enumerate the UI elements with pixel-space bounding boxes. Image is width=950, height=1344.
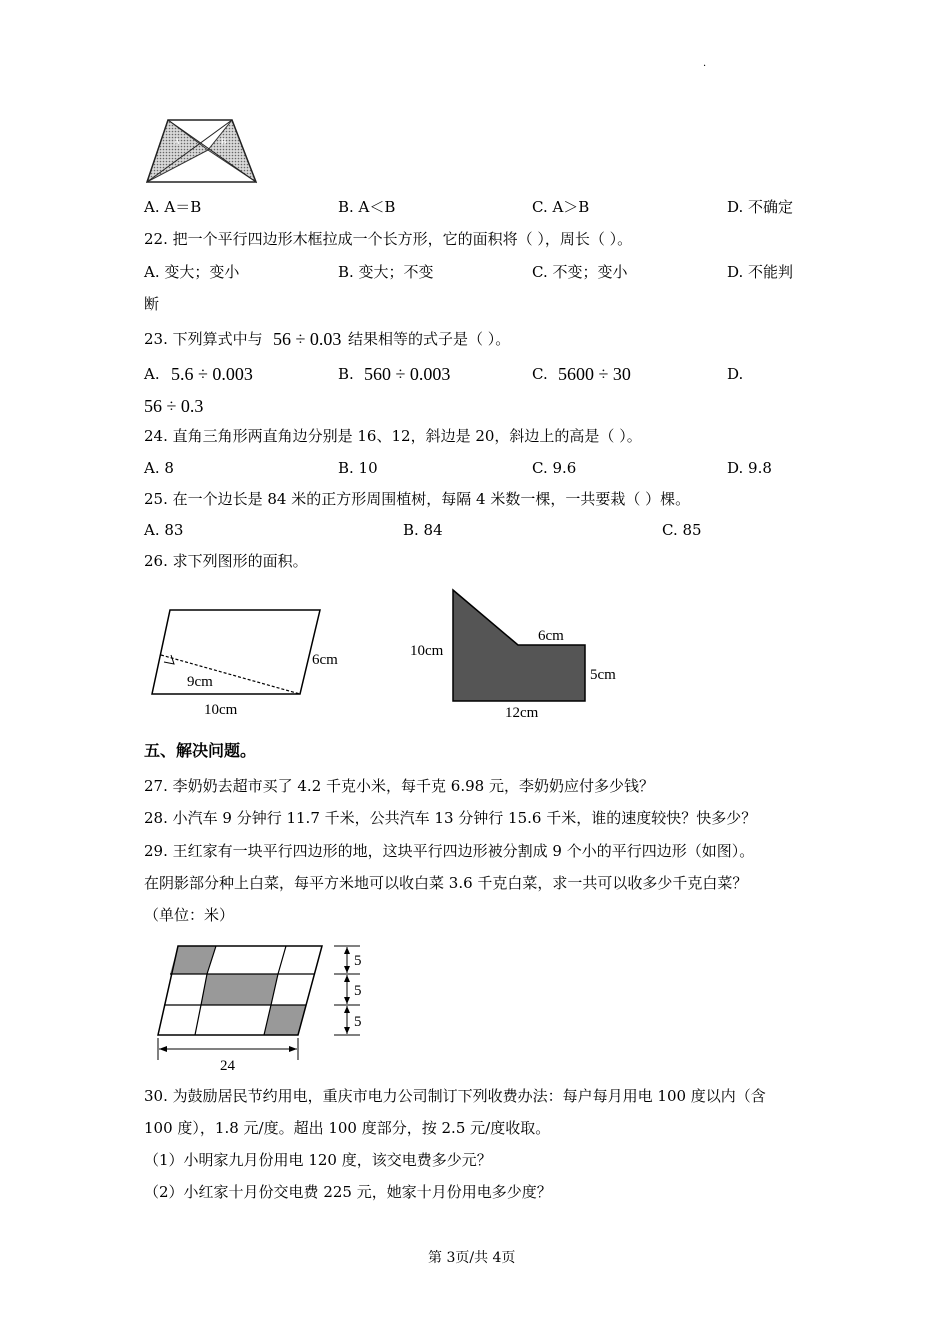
q22-stem: 22. 把一个平行四边形木框拉成一个长方形，它的面积将（ ），周长（ ）。 bbox=[144, 230, 633, 248]
q22-option-d: D. 不能判 bbox=[727, 263, 794, 281]
q22-option-d-overflow: 断 bbox=[144, 295, 160, 313]
q23-option-c-label: C. bbox=[532, 365, 548, 383]
q24-stem: 24. 直角三角形两直角边分别是 16、12，斜边是 20，斜边上的高是（ ）。 bbox=[144, 427, 642, 445]
q26-composite-shape bbox=[453, 590, 585, 701]
section-5-title: 五、解决问题。 bbox=[144, 741, 257, 760]
q26-fig2-top-label: 6cm bbox=[538, 628, 564, 644]
q29-height-label-1: 5 bbox=[354, 953, 362, 969]
q30-line-1: 30. 为鼓励居民节约用电，重庆市电力公司制订下列收费办法：每户每月用电 100 度以内（含 bbox=[144, 1087, 766, 1105]
q30-sub-2: （2）小红家十月份交电费 225 元，她家十月份用电多少度？ bbox=[144, 1183, 552, 1201]
q23-stem-expr: 56 ÷ 0.03 bbox=[273, 329, 342, 349]
q22-option-b: B. 变大；不变 bbox=[338, 263, 434, 281]
q21-label-b: B bbox=[221, 137, 227, 146]
q23-option-a-label: A. bbox=[144, 365, 160, 383]
q25-stem: 25. 在一个边长是 84 米的正方形周围植树，每隔 4 米数一棵，一共要栽（ ）棵。 bbox=[144, 490, 691, 508]
q29-shaded-cell-2 bbox=[201, 974, 278, 1005]
q29-height-label-3: 5 bbox=[354, 1014, 362, 1030]
q21-triangle-b bbox=[208, 120, 256, 182]
q24-option-a: A. 8 bbox=[144, 459, 174, 477]
page-footer: 第 3页/共 4页 bbox=[428, 1250, 516, 1266]
q26-fig1-height-label: 9cm bbox=[187, 674, 213, 690]
q21-label-a: A bbox=[174, 137, 180, 146]
q23-option-a-expr: 5.6 ÷ 0.003 bbox=[171, 364, 253, 384]
q26-parallelogram bbox=[152, 610, 320, 694]
q25-option-b: B. 84 bbox=[403, 521, 443, 539]
q29-base-label: 24 bbox=[220, 1058, 235, 1074]
q26-height-line bbox=[161, 655, 300, 694]
q26-fig1-side-label: 6cm bbox=[312, 652, 338, 668]
q29-line-2: 在阴影部分种上白菜，每平方米地可以收白菜 3.6 千克白菜，求一共可以收多少千克白菜？ bbox=[144, 874, 748, 892]
q29-grid-figure bbox=[150, 938, 390, 1073]
q23-option-b-expr: 560 ÷ 0.003 bbox=[364, 364, 451, 384]
q26-right-angle-mark bbox=[164, 655, 174, 664]
q26-composite-figure bbox=[405, 585, 635, 725]
q23-option-b-label: B. bbox=[338, 365, 354, 383]
header-dot: · bbox=[703, 61, 707, 72]
q26-stem: 26. 求下列图形的面积。 bbox=[144, 552, 308, 570]
q24-option-b: B. 10 bbox=[338, 459, 378, 477]
q23-option-d-expr: 56 ÷ 0.3 bbox=[144, 396, 204, 416]
q25-option-a: A. 83 bbox=[144, 521, 184, 539]
q28-text: 28. 小汽车 9 分钟行 11.7 千米，公共汽车 13 分钟行 15.6 千米，谁的速度较快？快多少？ bbox=[144, 809, 757, 827]
q21-option-a: A. A＝B bbox=[144, 198, 202, 216]
q21-triangle-a bbox=[147, 120, 208, 182]
q29-line-1: 29. 王红家有一块平行四边形的地，这块平行四边形被分割成 9 个小的平行四边形（如图）。 bbox=[144, 842, 755, 860]
q23-stem-post: 结果相等的式子是（ ）。 bbox=[348, 330, 511, 348]
q30-line-2: 100 度），1.8 元/度。超出 100 度部分，按 2.5 元/度收取。 bbox=[144, 1119, 551, 1137]
q27-text: 27. 李奶奶去超市买了 4.2 千克小米，每千克 6.98 元，李奶奶应付多少钱？ bbox=[144, 777, 654, 795]
q26-fig2-left-label: 10cm bbox=[410, 643, 444, 659]
q21-figure bbox=[144, 118, 264, 188]
q21-option-b: B. A＜B bbox=[338, 198, 396, 216]
q26-parallelogram-figure bbox=[140, 600, 360, 730]
q24-option-c: C. 9.6 bbox=[532, 459, 577, 477]
q29-height-label-2: 5 bbox=[354, 983, 362, 999]
q26-fig2-bottom-label: 12cm bbox=[505, 705, 539, 721]
q23-stem-pre: 23. 下列算式中与 bbox=[144, 330, 263, 348]
q21-option-c: C. A＞B bbox=[532, 198, 590, 216]
q26-fig2-right-label: 5cm bbox=[590, 667, 616, 683]
q21-option-d: D. 不确定 bbox=[727, 198, 794, 216]
q23-option-c-expr: 5600 ÷ 30 bbox=[558, 364, 631, 384]
q23-option-d-label: D. bbox=[727, 365, 744, 383]
q25-option-c: C. 85 bbox=[662, 521, 702, 539]
q26-fig1-base-label: 10cm bbox=[204, 702, 238, 718]
q29-line-3: （单位：米） bbox=[144, 906, 235, 924]
q22-option-c: C. 不变；变小 bbox=[532, 263, 628, 281]
q22-option-a: A. 变大；变小 bbox=[144, 263, 240, 281]
q24-option-d: D. 9.8 bbox=[727, 459, 772, 477]
q30-sub-1: （1）小明家九月份用电 120 度，该交电费多少元？ bbox=[144, 1151, 492, 1169]
